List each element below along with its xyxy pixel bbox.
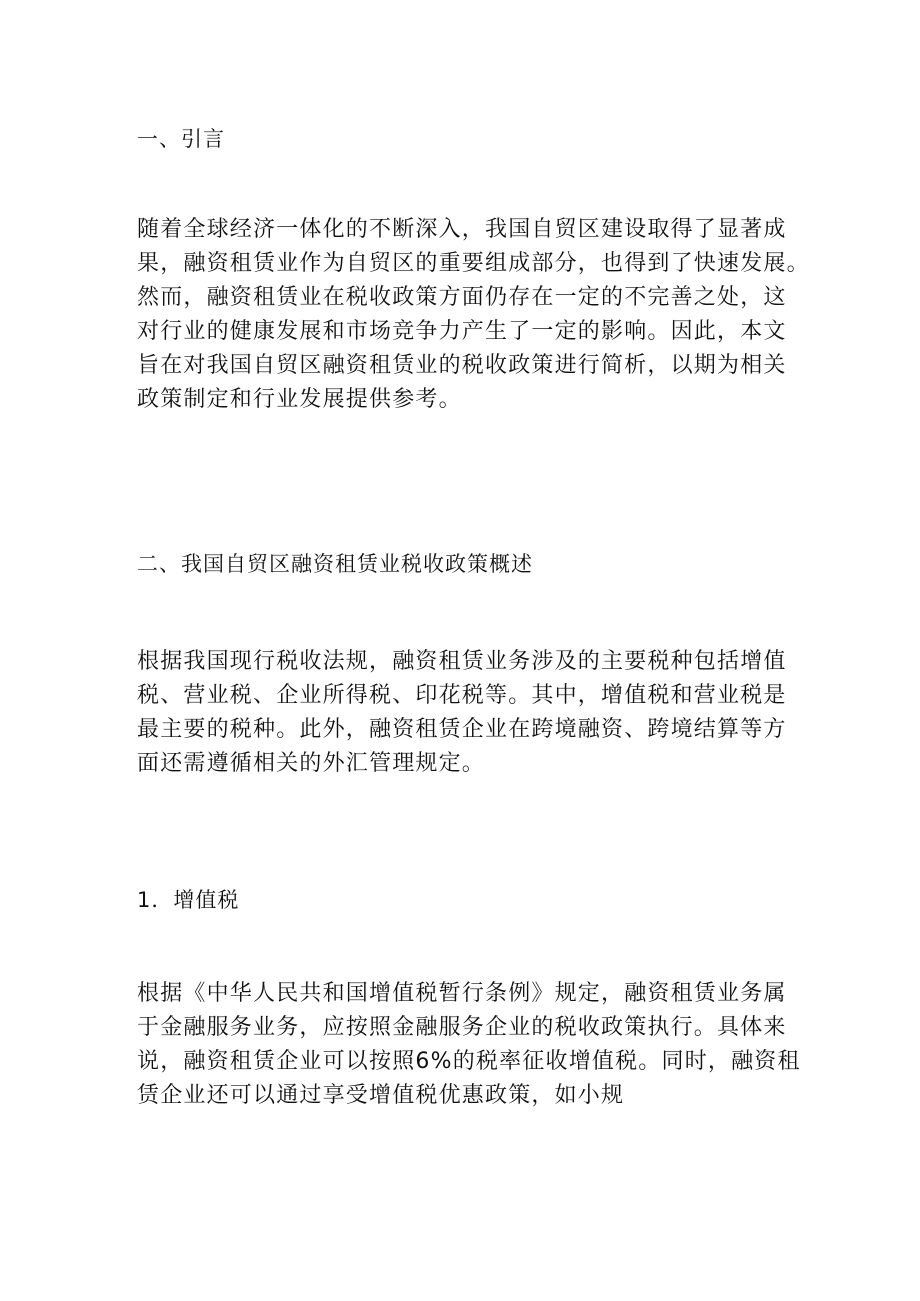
text-line: 面还需遵循相关的外汇管理规定。 xyxy=(137,751,486,776)
text-line: 说，融资租赁企业可以按照6%的税率征收增值税。同时，融资租 xyxy=(137,1049,801,1074)
paragraph-vat xyxy=(137,977,817,1113)
section-heading-introduction: 一、引言 xyxy=(137,127,225,151)
paragraph-overview xyxy=(137,645,817,781)
text-line: 赁企业还可以通过享受增值税优惠政策，如小规 xyxy=(137,1083,625,1108)
text-line: 于金融服务业务，应按照金融服务企业的税收政策执行。具体来 xyxy=(137,1015,787,1040)
text-line: 对行业的健康发展和市场竞争力产生了一定的影响。因此，本文 xyxy=(137,319,787,344)
text-line: 税、营业税、企业所得税、印花税等。其中，增值税和营业税是 xyxy=(137,683,787,708)
text-line: 根据《中华人民共和国增值税暂行条例》规定，融资租赁业务属 xyxy=(137,981,787,1006)
text-line: 根据我国现行税收法规，融资租赁业务涉及的主要税种包括增值 xyxy=(137,649,787,674)
subsection-heading-vat: 1．增值税 xyxy=(137,888,240,912)
text-line: 然而，融资租赁业在税收政策方面仍存在一定的不完善之处，这 xyxy=(137,285,787,310)
text-line: 最主要的税种。此外，融资租赁企业在跨境融资、跨境结算等方 xyxy=(137,717,787,742)
text-line: 政策制定和行业发展提供参考。 xyxy=(137,387,462,412)
section-heading-overview: 二、我国自贸区融资租赁业税收政策概述 xyxy=(137,552,533,576)
text-line: 随着全球经济一体化的不断深入，我国自贸区建设取得了显著成 xyxy=(137,217,787,242)
paragraph-introduction xyxy=(137,213,817,417)
text-line: 旨在对我国自贸区融资租赁业的税收政策进行简析，以期为相关 xyxy=(137,353,787,378)
text-line: 果，融资租赁业作为自贸区的重要组成部分，也得到了快速发展。 xyxy=(137,251,810,276)
